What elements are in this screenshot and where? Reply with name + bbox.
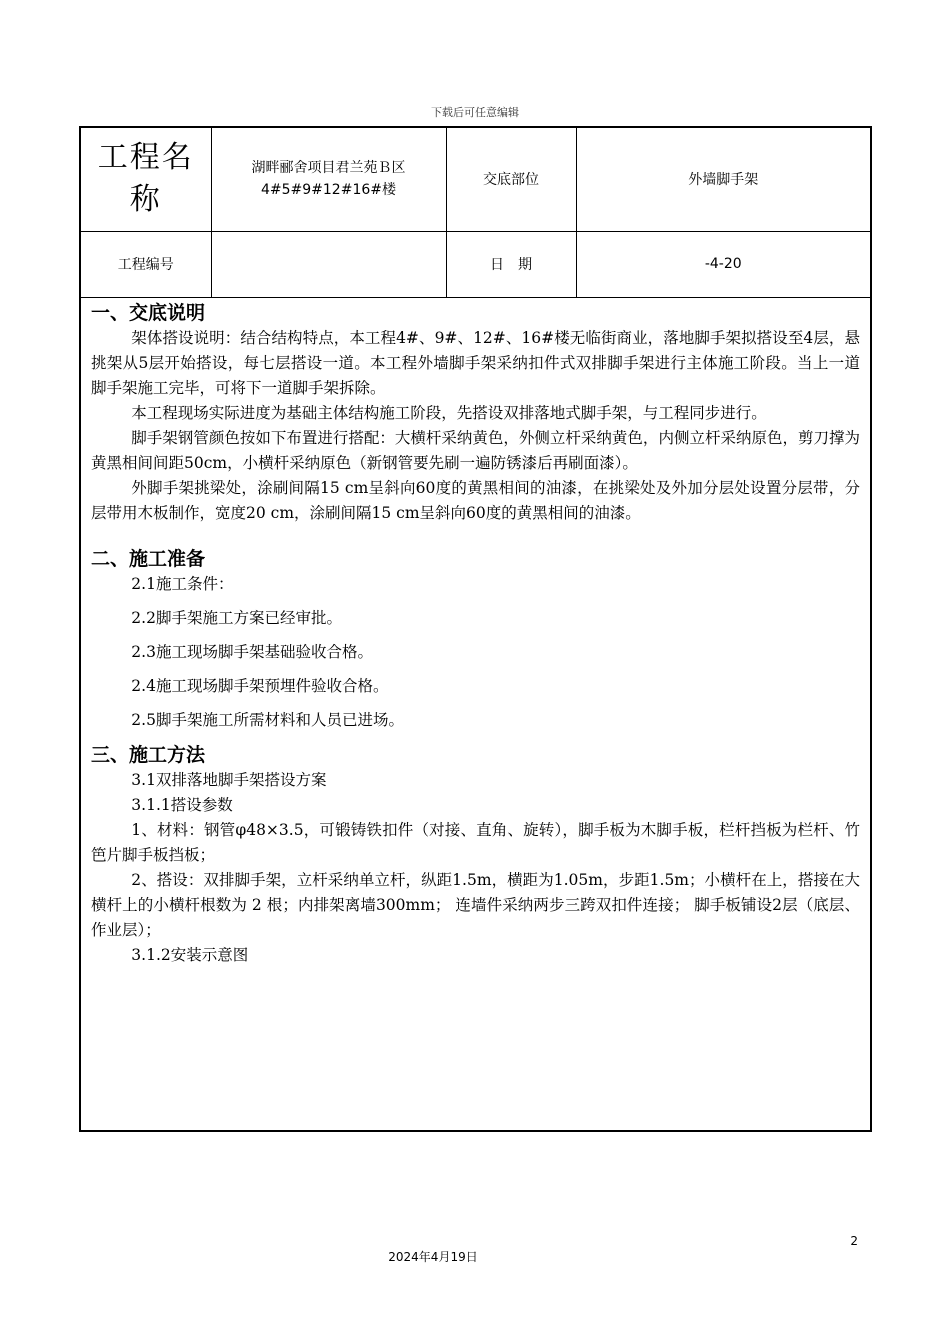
s3-paragraph: 1、材料：钢管φ48×3.5，可锻铸铁扣件（对接、直角、旋转），脚手板为木脚手板，栏杆挡板为栏杆、竹笆片脚手板挡板； — [91, 820, 860, 864]
s1-paragraph: 架体搭设说明：结合结构特点，本工程4#、9#、12#、16#楼无临街商业，落地脚手架拟搭设至4层，悬挑架从5层开始搭设，每七层搭设一道。本工程外墙脚手架采纳扣件式双排脚手架进行主体施工阶段。当上一道脚手架施工完毕，可将下一道脚手架拆除。 — [91, 328, 860, 397]
s1-paragraph: 外脚手架挑梁处，涂刷间隔15 cm呈斜向60度的黄黑相间的油漆，在挑梁处及外加分层处设置分层带，分层带用木板制作，宽度20 cm，涂刷间隔15 cm呈斜向60度的黄黑相间的油漆。 — [91, 478, 860, 522]
project-no-value — [211, 231, 446, 297]
section-3-title: 三、施工方法 — [91, 743, 206, 766]
project-name-value: 湖畔郦舍项目君兰苑Ｂ区4#5#9#12#16#楼 — [211, 128, 446, 231]
page-number: 2 — [850, 1234, 858, 1248]
prep-item: 2.2脚手架施工方案已经审批。 — [131, 608, 342, 627]
prep-item: 2.5脚手架施工所需材料和人员已进场。 — [131, 710, 404, 729]
info-table — [81, 128, 870, 298]
header-note: 下载后可任意编辑 — [431, 106, 519, 119]
s3-paragraph: 3.1.2安装示意图 — [131, 945, 249, 964]
s1-paragraph: 脚手架钢管颜色按如下布置进行搭配：大横杆采纳黄色，外侧立杆采纳黄色，内侧立杆采纳原色，剪刀撑为黄黑相间间距50cm，小横杆采纳原色（新钢管要先刷一遍防锈漆后再刷面漆）。 — [91, 428, 860, 472]
prep-item: 2.3施工现场脚手架基础验收合格。 — [131, 642, 373, 661]
s3-paragraph: 3.1双排落地脚手架搭设方案 — [131, 770, 327, 789]
s1-paragraph: 本工程现场实际进度为基础主体结构施工阶段，先搭设双排落地式脚手架，与工程同步进行。 — [131, 403, 767, 422]
body-content — [81, 298, 870, 968]
location-label: 交底部位 — [446, 128, 576, 231]
s3-paragraph: 3.1.1搭设参数 — [131, 795, 233, 814]
footer-date: 2024年4月19日 — [388, 1250, 478, 1264]
project-name-label: 工程名称 — [81, 128, 211, 231]
disclosure-form — [79, 126, 872, 1132]
date-label: 日 期 — [446, 231, 576, 297]
section-1-title: 一、交底说明 — [91, 301, 206, 324]
preparation-list — [91, 572, 860, 733]
project-no-label: 工程编号 — [81, 231, 211, 297]
location-value: 外墙脚手架 — [576, 128, 870, 231]
s3-paragraph: 2、搭设：双排脚手架，立杆采纳单立杆，纵距1.5m，横距为1.05m，步距1.5m；小横杆在上，搭接在大横杆上的小横杆根数为 2 根；内排架离墙300mm； 连墙件采纳两步三跨双扣件连接； 脚手板铺设2层（底层、作业层）； — [91, 870, 860, 939]
date-value: -4-20 — [576, 231, 870, 297]
section-2-title: 二、施工准备 — [91, 547, 206, 570]
prep-item: 2.1施工条件： — [131, 574, 234, 593]
prep-item: 2.4施工现场脚手架预埋件验收合格。 — [131, 676, 389, 695]
